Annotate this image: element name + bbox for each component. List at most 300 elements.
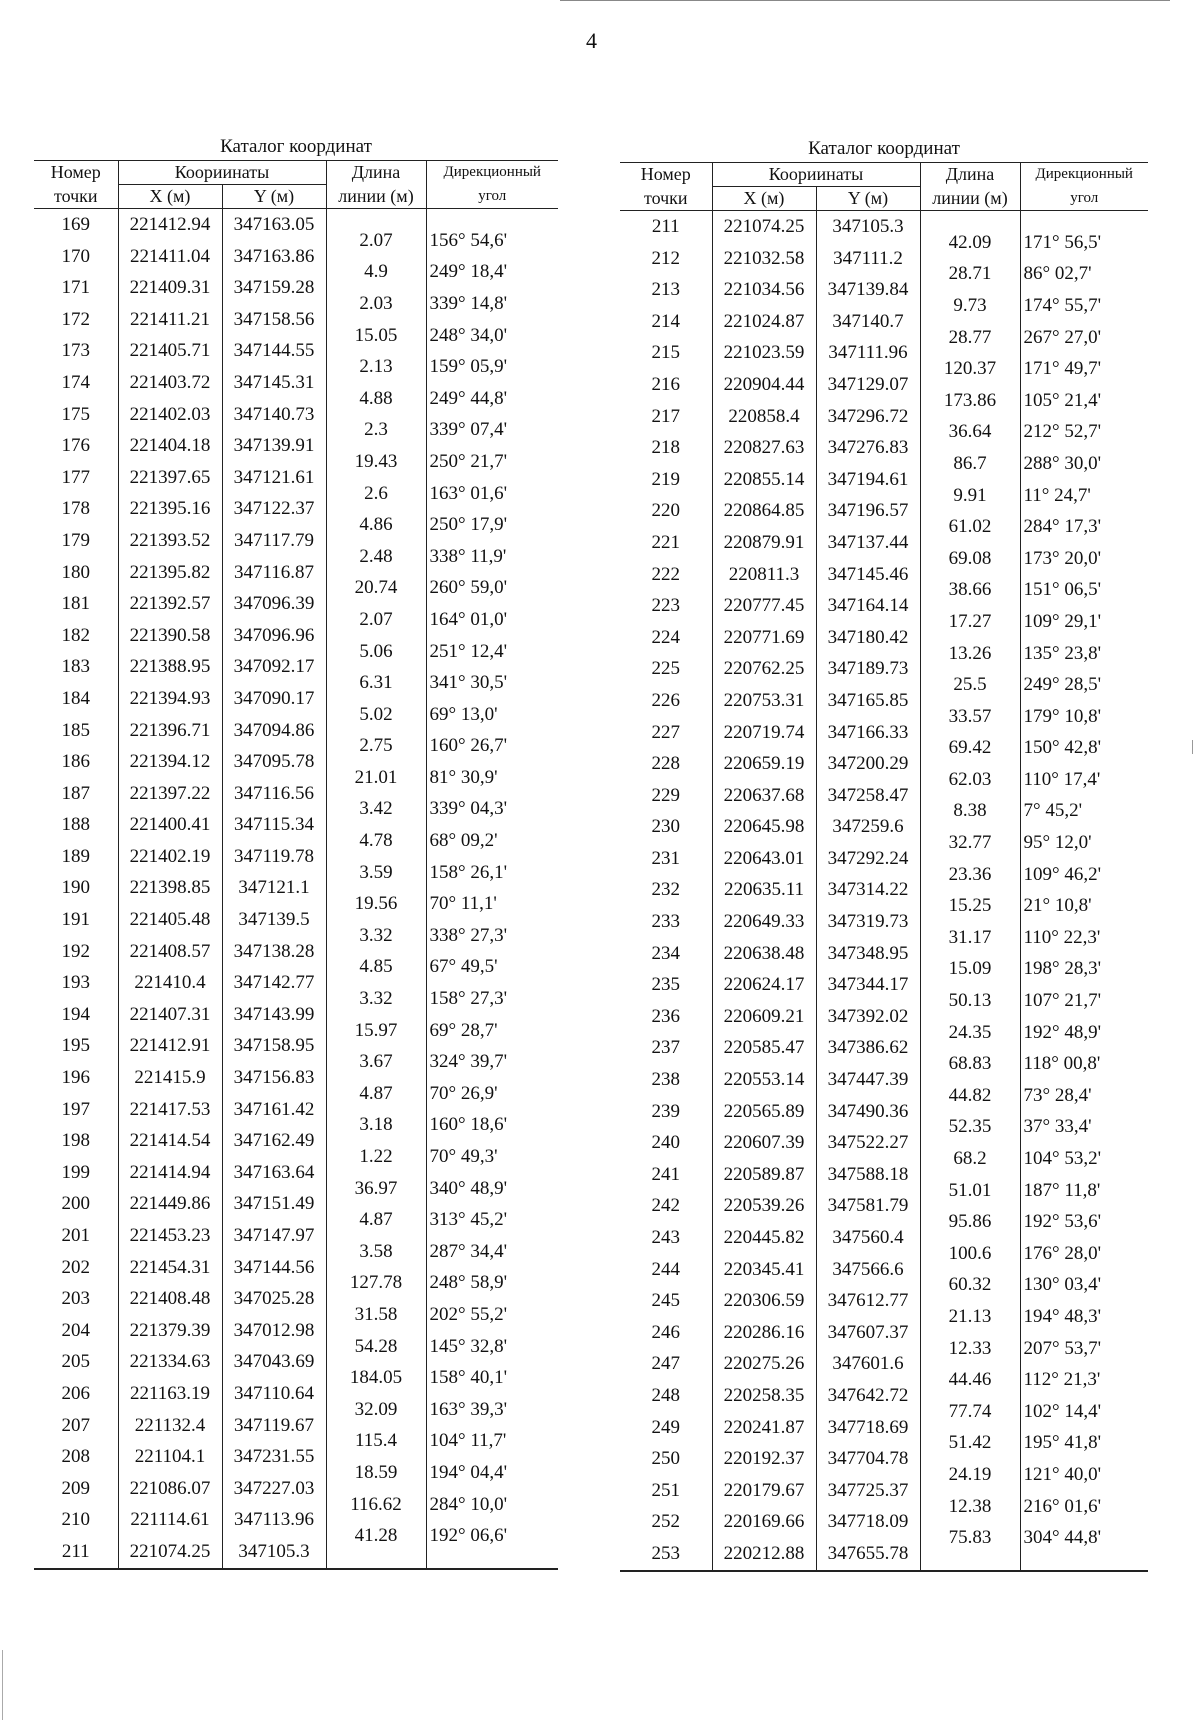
point-number: 207 <box>34 1410 118 1442</box>
segment-angle: 340° 48,9' <box>429 1177 508 1199</box>
point-number: 243 <box>620 1222 712 1254</box>
x-coordinate: 220306.59 <box>712 1285 816 1317</box>
point-number: 196 <box>34 1062 118 1094</box>
segment-angle: 68° 09,2' <box>429 830 498 852</box>
segment-angle: 324° 39,7' <box>429 1051 508 1073</box>
segment-angle: 288° 30,0' <box>1023 452 1102 474</box>
segment-length: 4.9 <box>364 261 388 283</box>
point-number: 193 <box>34 967 118 999</box>
y-coordinate: 347231.55 <box>222 1441 326 1473</box>
segment-length: 23.36 <box>948 863 992 885</box>
point-number: 231 <box>620 843 712 875</box>
x-coordinate: 221394.93 <box>118 683 222 715</box>
segment-length: 127.78 <box>349 1272 403 1294</box>
header-point: точки <box>34 185 118 209</box>
segment-length: 5.06 <box>359 640 393 662</box>
segment-length: 33.57 <box>948 705 992 727</box>
point-number: 217 <box>620 401 712 433</box>
y-coordinate: 347142.77 <box>222 967 326 999</box>
y-coordinate: 347151.49 <box>222 1188 326 1220</box>
point-number: 199 <box>34 1157 118 1189</box>
header-x: X (м) <box>712 187 816 211</box>
point-number: 210 <box>34 1504 118 1536</box>
y-coordinate: 347143.99 <box>222 999 326 1031</box>
point-number: 214 <box>620 306 712 338</box>
segment-angle: 121° 40,0' <box>1023 1463 1102 1485</box>
point-number: 212 <box>620 243 712 275</box>
point-number: 205 <box>34 1346 118 1378</box>
point-number: 173 <box>34 335 118 367</box>
segment-length: 6.31 <box>359 672 393 694</box>
x-coordinate: 220192.37 <box>712 1443 816 1475</box>
segment-length: 15.05 <box>354 324 398 346</box>
y-coordinate: 347140.7 <box>816 306 920 338</box>
point-number: 201 <box>34 1220 118 1252</box>
segment-length: 12.33 <box>948 1337 992 1359</box>
y-coordinate: 347200.29 <box>816 748 920 780</box>
header-angle-unit: угол <box>426 185 558 209</box>
top-rule <box>560 0 1170 1</box>
x-coordinate: 221414.54 <box>118 1125 222 1157</box>
segment-length: 120.37 <box>943 358 997 380</box>
point-number: 253 <box>620 1538 712 1571</box>
segment-angle: 176° 28,0' <box>1023 1242 1102 1264</box>
segment-length: 95.86 <box>948 1211 992 1233</box>
x-coordinate: 220811.3 <box>712 559 816 591</box>
point-number: 202 <box>34 1252 118 1284</box>
segment-length: 19.56 <box>354 893 398 915</box>
y-coordinate: 347588.18 <box>816 1159 920 1191</box>
x-coordinate: 220719.74 <box>712 717 816 749</box>
segment-angle: 160° 18,6' <box>429 1114 508 1136</box>
point-number: 225 <box>620 653 712 685</box>
header-angle: Дирекционный <box>1020 163 1148 187</box>
x-coordinate: 221415.9 <box>118 1062 222 1094</box>
segment-angle: 338° 27,3' <box>429 924 508 946</box>
catalog-title: Каталог координат <box>220 136 372 157</box>
segment-length: 116.62 <box>350 1493 402 1515</box>
x-coordinate: 220827.63 <box>712 432 816 464</box>
y-coordinate: 347121.61 <box>222 462 326 494</box>
x-coordinate: 221086.07 <box>118 1473 222 1505</box>
segment-angle: 198° 28,3' <box>1023 958 1102 980</box>
x-coordinate: 221392.57 <box>118 588 222 620</box>
header-angle-unit: угол <box>1020 187 1148 211</box>
segment-length: 44.46 <box>948 1369 992 1391</box>
segment-length: 2.03 <box>359 292 393 314</box>
x-coordinate: 220286.16 <box>712 1317 816 1349</box>
segment-angle: 304° 44,8' <box>1023 1527 1102 1549</box>
y-coordinate: 347227.03 <box>222 1473 326 1505</box>
point-number: 230 <box>620 811 712 843</box>
point-number: 233 <box>620 906 712 938</box>
segment-length: 4.86 <box>359 514 393 536</box>
y-coordinate: 347163.64 <box>222 1157 326 1189</box>
segment-angle: 187° 11,8' <box>1023 1179 1101 1201</box>
x-coordinate: 221402.03 <box>118 399 222 431</box>
table-row <box>620 211 1148 243</box>
x-coordinate: 220565.89 <box>712 1096 816 1128</box>
segment-angle: 104° 11,7' <box>429 1430 507 1452</box>
catalog-right <box>620 136 1148 1572</box>
x-coordinate: 220258.35 <box>712 1380 816 1412</box>
x-coordinate: 221334.63 <box>118 1346 222 1378</box>
segment-angle: 160° 26,7' <box>429 735 508 757</box>
catalog-left <box>34 134 558 1570</box>
y-coordinate: 347113.96 <box>222 1504 326 1536</box>
segment-angle: 248° 34,0' <box>429 324 508 346</box>
segment-length: 15.97 <box>354 1019 398 1041</box>
segment-length: 36.97 <box>354 1177 398 1199</box>
x-coordinate: 220637.68 <box>712 780 816 812</box>
point-number: 248 <box>620 1380 712 1412</box>
segment-angle: 249° 18,4' <box>429 261 508 283</box>
segment-length: 2.07 <box>359 608 393 630</box>
point-number: 232 <box>620 874 712 906</box>
segment-length: 4.78 <box>359 830 393 852</box>
coordinates-table <box>34 160 558 1570</box>
segment-length: 2.6 <box>364 482 388 504</box>
header-length-unit: линии (м) <box>920 187 1020 211</box>
x-coordinate: 220607.39 <box>712 1127 816 1159</box>
x-coordinate: 221394.12 <box>118 746 222 778</box>
segment-angle: 69° 13,0' <box>429 703 498 725</box>
x-coordinate: 221074.25 <box>712 211 816 243</box>
x-coordinate: 221032.58 <box>712 243 816 275</box>
catalog-title: Каталог координат <box>808 138 960 159</box>
x-coordinate: 220777.45 <box>712 590 816 622</box>
x-coordinate: 220643.01 <box>712 843 816 875</box>
header-x: X (м) <box>118 185 222 209</box>
segment-angle: 95° 12,0' <box>1023 832 1092 854</box>
x-coordinate: 220345.41 <box>712 1254 816 1286</box>
y-coordinate: 347163.05 <box>222 209 326 241</box>
segment-length: 60.32 <box>948 1274 992 1296</box>
y-coordinate: 347566.6 <box>816 1254 920 1286</box>
point-number: 171 <box>34 272 118 304</box>
point-number: 169 <box>34 209 118 241</box>
segment-angle: 118° 00,8' <box>1023 1053 1101 1075</box>
x-coordinate: 220753.31 <box>712 685 816 717</box>
segment-length: 3.42 <box>359 798 393 820</box>
point-number: 249 <box>620 1412 712 1444</box>
segment-angle: 341° 30,5' <box>429 672 508 694</box>
point-number: 236 <box>620 1001 712 1033</box>
segment-length: 115.4 <box>354 1430 398 1452</box>
segment-length: 3.67 <box>359 1051 393 1073</box>
point-number: 211 <box>34 1536 118 1569</box>
segment-length: 184.05 <box>349 1367 403 1389</box>
point-number: 229 <box>620 780 712 812</box>
segment-angle: 73° 28,4' <box>1023 1084 1092 1106</box>
segment-angle: 249° 44,8' <box>429 387 508 409</box>
segment-length: 32.77 <box>948 832 992 854</box>
segment-angle: 70° 49,3' <box>429 1146 498 1168</box>
x-coordinate: 220864.85 <box>712 495 816 527</box>
x-coordinate: 220241.87 <box>712 1412 816 1444</box>
x-coordinate: 221402.19 <box>118 841 222 873</box>
segment-angle: 150° 42,8' <box>1023 737 1102 759</box>
point-number: 195 <box>34 1030 118 1062</box>
segment-angle: 250° 21,7' <box>429 450 508 472</box>
y-coordinate: 347392.02 <box>816 1001 920 1033</box>
x-coordinate: 221405.48 <box>118 904 222 936</box>
y-coordinate: 347116.56 <box>222 778 326 810</box>
x-coordinate: 220879.91 <box>712 527 816 559</box>
x-coordinate: 221405.71 <box>118 335 222 367</box>
point-number: 190 <box>34 872 118 904</box>
x-coordinate: 220445.82 <box>712 1222 816 1254</box>
y-coordinate: 347348.95 <box>816 938 920 970</box>
segment-length: 24.19 <box>948 1463 992 1485</box>
segment-length: 54.28 <box>354 1335 398 1357</box>
y-coordinate: 347096.39 <box>222 588 326 620</box>
point-number: 200 <box>34 1188 118 1220</box>
y-coordinate: 347165.85 <box>816 685 920 717</box>
point-number: 250 <box>620 1443 712 1475</box>
segment-length: 21.01 <box>354 766 398 788</box>
segment-length: 2.48 <box>359 545 393 567</box>
point-number: 218 <box>620 432 712 464</box>
point-number: 194 <box>34 999 118 1031</box>
header-length: Длина <box>326 161 426 185</box>
y-coordinate: 347386.62 <box>816 1032 920 1064</box>
header-coordinates: Коориинаты <box>118 161 326 185</box>
segment-angle: 156° 54,6' <box>429 229 508 251</box>
point-number: 172 <box>34 304 118 336</box>
y-coordinate: 347156.83 <box>222 1062 326 1094</box>
point-number: 182 <box>34 620 118 652</box>
y-coordinate: 347166.33 <box>816 717 920 749</box>
segment-angle: 158° 40,1' <box>429 1367 508 1389</box>
segment-angle: 339° 14,8' <box>429 292 508 314</box>
segment-angle: 248° 58,9' <box>429 1272 508 1294</box>
segment-length: 62.03 <box>948 768 992 790</box>
x-coordinate: 220649.33 <box>712 906 816 938</box>
y-coordinate: 347314.22 <box>816 874 920 906</box>
y-coordinate: 347122.37 <box>222 493 326 525</box>
x-coordinate: 221024.87 <box>712 306 816 338</box>
segment-length: 17.27 <box>948 610 992 632</box>
y-coordinate: 347189.73 <box>816 653 920 685</box>
segment-angle: 107° 21,7' <box>1023 990 1102 1012</box>
segment-angle: 145° 32,8' <box>429 1335 508 1357</box>
point-number: 170 <box>34 241 118 273</box>
x-coordinate: 220635.11 <box>712 874 816 906</box>
segment-angle: 267° 27,0' <box>1023 326 1102 348</box>
segment-length: 69.42 <box>948 737 992 759</box>
segment-length: 69.08 <box>948 547 992 569</box>
segment-angle: 163° 39,3' <box>429 1398 508 1420</box>
point-number: 246 <box>620 1317 712 1349</box>
x-coordinate: 220589.87 <box>712 1159 816 1191</box>
x-coordinate: 221412.91 <box>118 1030 222 1062</box>
segment-angle: 249° 28,5' <box>1023 674 1102 696</box>
x-coordinate: 220275.26 <box>712 1348 816 1380</box>
point-number: 238 <box>620 1064 712 1096</box>
y-coordinate: 347110.64 <box>222 1378 326 1410</box>
y-coordinate: 347096.96 <box>222 620 326 652</box>
y-coordinate: 347090.17 <box>222 683 326 715</box>
x-coordinate: 221390.58 <box>118 620 222 652</box>
x-coordinate: 220855.14 <box>712 464 816 496</box>
segment-angle: 174° 55,7' <box>1023 294 1102 316</box>
point-number: 177 <box>34 462 118 494</box>
segment-length: 42.09 <box>948 231 992 253</box>
y-coordinate: 347129.07 <box>816 369 920 401</box>
point-number: 221 <box>620 527 712 559</box>
y-coordinate: 347158.56 <box>222 304 326 336</box>
x-coordinate: 220659.19 <box>712 748 816 780</box>
y-coordinate: 347163.86 <box>222 241 326 273</box>
y-coordinate: 347162.49 <box>222 1125 326 1157</box>
segment-angle: 194° 04,4' <box>429 1461 508 1483</box>
segment-length: 1.22 <box>359 1146 393 1168</box>
segment-angle: 207° 53,7' <box>1023 1337 1102 1359</box>
x-coordinate: 221397.65 <box>118 462 222 494</box>
x-coordinate: 221414.94 <box>118 1157 222 1189</box>
y-coordinate: 347139.84 <box>816 274 920 306</box>
point-number: 185 <box>34 715 118 747</box>
point-number: 240 <box>620 1127 712 1159</box>
segment-angle: 130° 03,4' <box>1023 1274 1102 1296</box>
segment-angle: 104° 53,2' <box>1023 1148 1102 1170</box>
segment-angle: 179° 10,8' <box>1023 705 1102 727</box>
point-number: 175 <box>34 399 118 431</box>
point-number: 251 <box>620 1475 712 1507</box>
segment-angle: 158° 26,1' <box>429 861 508 883</box>
y-coordinate: 347094.86 <box>222 715 326 747</box>
y-coordinate: 347725.37 <box>816 1475 920 1507</box>
point-number: 204 <box>34 1315 118 1347</box>
point-number: 209 <box>34 1473 118 1505</box>
y-coordinate: 347581.79 <box>816 1190 920 1222</box>
x-coordinate: 220645.98 <box>712 811 816 843</box>
y-coordinate: 347043.69 <box>222 1346 326 1378</box>
x-coordinate: 220553.14 <box>712 1064 816 1096</box>
point-number: 220 <box>620 495 712 527</box>
x-coordinate: 221132.4 <box>118 1410 222 1442</box>
y-coordinate: 347138.28 <box>222 936 326 968</box>
y-coordinate: 347095.78 <box>222 746 326 778</box>
segment-angle: 284° 17,3' <box>1023 516 1102 538</box>
y-coordinate: 347105.3 <box>816 211 920 243</box>
point-number: 222 <box>620 559 712 591</box>
segment-length: 51.42 <box>948 1432 992 1454</box>
x-coordinate: 221453.23 <box>118 1220 222 1252</box>
y-coordinate: 347139.91 <box>222 430 326 462</box>
point-number: 208 <box>34 1441 118 1473</box>
y-coordinate: 347139.5 <box>222 904 326 936</box>
x-coordinate: 220858.4 <box>712 401 816 433</box>
point-number: 186 <box>34 746 118 778</box>
x-coordinate: 220212.88 <box>712 1538 816 1571</box>
segment-angle: 173° 20,0' <box>1023 547 1102 569</box>
header-length: Длина <box>920 163 1020 187</box>
segment-length: 52.35 <box>948 1116 992 1138</box>
point-number: 245 <box>620 1285 712 1317</box>
point-number: 181 <box>34 588 118 620</box>
y-coordinate: 347158.95 <box>222 1030 326 1062</box>
segment-length: 13.26 <box>948 642 992 664</box>
segment-angle: 37° 33,4' <box>1023 1116 1092 1138</box>
segment-angle: 109° 29,1' <box>1023 610 1102 632</box>
y-coordinate: 347180.42 <box>816 622 920 654</box>
segment-angle: 251° 12,4' <box>429 640 508 662</box>
header-point: точки <box>620 187 712 211</box>
header-coordinates: Коориинаты <box>712 163 920 187</box>
y-coordinate: 347490.36 <box>816 1096 920 1128</box>
margin-mark <box>1192 740 1193 754</box>
y-coordinate: 347601.6 <box>816 1348 920 1380</box>
y-coordinate: 347140.73 <box>222 399 326 431</box>
segment-length: 68.2 <box>953 1148 987 1170</box>
point-number: 192 <box>34 936 118 968</box>
segment-angle: 69° 28,7' <box>429 1019 498 1041</box>
segment-length: 21.13 <box>948 1305 992 1327</box>
y-coordinate: 347194.61 <box>816 464 920 496</box>
point-number: 239 <box>620 1096 712 1128</box>
y-coordinate: 347344.17 <box>816 969 920 1001</box>
x-coordinate: 221034.56 <box>712 274 816 306</box>
segment-angle: 250° 17,9' <box>429 514 508 536</box>
x-coordinate: 221408.48 <box>118 1283 222 1315</box>
y-coordinate: 347718.09 <box>816 1506 920 1538</box>
segment-length: 5.02 <box>359 703 393 725</box>
y-coordinate: 347144.56 <box>222 1252 326 1284</box>
y-coordinate: 347145.31 <box>222 367 326 399</box>
x-coordinate: 221379.39 <box>118 1315 222 1347</box>
x-coordinate: 221104.1 <box>118 1441 222 1473</box>
x-coordinate: 221411.21 <box>118 304 222 336</box>
segment-angle: 70° 26,9' <box>429 1082 498 1104</box>
x-coordinate: 221449.86 <box>118 1188 222 1220</box>
y-coordinate: 347164.14 <box>816 590 920 622</box>
margin-mark <box>2 1650 3 1720</box>
segment-length: 3.18 <box>359 1114 393 1136</box>
segment-length: 24.35 <box>948 1021 992 1043</box>
x-coordinate: 221407.31 <box>118 999 222 1031</box>
segment-angle: 67° 49,5' <box>429 956 498 978</box>
segment-length: 86.7 <box>953 452 987 474</box>
segment-length: 15.25 <box>948 895 992 917</box>
point-number: 197 <box>34 1094 118 1126</box>
point-number: 198 <box>34 1125 118 1157</box>
segment-length: 12.38 <box>948 1495 992 1517</box>
segment-length: 28.77 <box>948 326 992 348</box>
segment-length: 36.64 <box>948 421 992 443</box>
y-coordinate: 347296.72 <box>816 401 920 433</box>
y-coordinate: 347522.27 <box>816 1127 920 1159</box>
point-number: 224 <box>620 622 712 654</box>
y-coordinate: 347144.55 <box>222 335 326 367</box>
x-coordinate: 220169.66 <box>712 1506 816 1538</box>
segment-angle: 105° 21,4' <box>1023 389 1102 411</box>
segment-length: 20.74 <box>354 577 398 599</box>
y-coordinate: 347259.6 <box>816 811 920 843</box>
point-number: 211 <box>620 211 712 243</box>
point-number: 213 <box>620 274 712 306</box>
segment-length: 9.73 <box>953 294 987 316</box>
point-number: 247 <box>620 1348 712 1380</box>
y-coordinate: 347119.67 <box>222 1410 326 1442</box>
header-y: Y (м) <box>816 187 920 211</box>
header-number: Номер <box>620 163 712 187</box>
x-coordinate: 220624.17 <box>712 969 816 1001</box>
segment-length: 68.83 <box>948 1053 992 1075</box>
segment-length: 50.13 <box>948 990 992 1012</box>
length-column <box>326 209 426 1569</box>
